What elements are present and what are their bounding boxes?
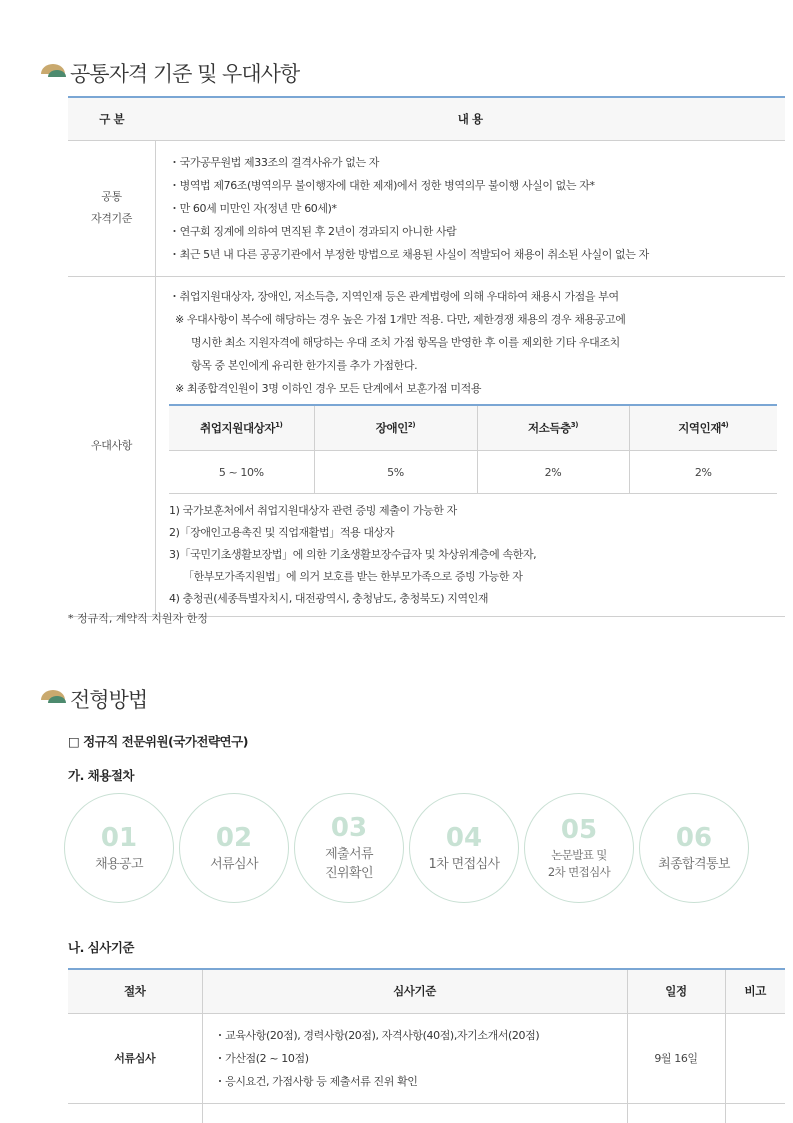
section-title-text: 전형방법 [70,688,148,712]
row-note [725,1103,785,1123]
row-category [68,276,156,617]
preference-points-table [169,404,777,495]
sub-value: 2% [629,451,777,494]
content-line: ・연구회 징계에 의하여 면직된 후 2년이 경과되지 아니한 사람 [169,224,457,238]
row-date [627,1103,725,1123]
content-line: ・취업지원대상자, 장애인, 저소득층, 지역인재 등은 관계법령에 의해 우대하여 채용시 가점을 부여 [169,289,619,303]
row-content [156,140,786,276]
step-number: 01 [100,822,138,853]
sub-header-low-income: 저소득층$^{3)}$ [477,405,629,451]
content-line: ※ 우대사항이 복수에 해당하는 경우 높은 가점 1개만 적용. 다만, 제한경쟁 채용의 경우 채용공고에 [175,312,626,326]
section-title-text: 공통자격 기준 및 우대사항 [70,62,300,86]
table-row [68,276,785,617]
step-number: 05 [560,815,598,845]
row-content [156,276,786,617]
step-label: 1차 면접심사 [428,856,500,872]
step-label: 채용공고 [95,856,143,872]
sub-value-row [169,451,777,494]
sub-value: 5% [314,451,477,494]
row-criteria [202,1013,627,1103]
header-date: 일정 [627,969,725,1013]
step-04 [409,793,519,903]
sub-header-row [169,405,777,451]
sub-header-veterans: 취업지원대상자$^{1)}$ [169,405,314,451]
header-category: 구 분 [68,97,156,140]
footnote: * 정규직, 계약직 지원자 한정 [68,612,208,625]
criteria-line: ・교육사항(20점), 경력사항(20점), 자격사항(40점),자기소개서(20점) [214,1028,540,1042]
step-02 [179,793,289,903]
row-stage: 서류심사 [68,1013,202,1103]
step-number: 02 [215,822,253,853]
category-line: 자격기준 [91,212,132,225]
section-title-qualifications [40,58,299,88]
sub-header-disabled: 장애인$^{2)}$ [314,405,477,451]
step-01 [64,793,174,903]
step-label: 서류심사 [210,856,258,872]
table-row [68,140,785,276]
step-label: 제출서류 진위확인 [325,847,373,881]
note-line: 3)「국민기초생활보장법」에 의한 기초생활보장수급자 및 차상위계층에 속한자, [169,548,537,561]
process-heading: 가. 채용절차 [68,768,134,783]
content-line: ※ 최종합격인원이 3명 이하인 경우 모든 단계에서 보훈가점 미적용 [175,381,482,395]
note-line: 2)「장애인고용촉진 및 직업재활법」적용 대상자 [169,526,395,539]
half-circle-icon [40,63,68,83]
section-title-selection-method [40,684,147,714]
step-number: 04 [445,822,483,853]
content-line: ・국가공무원법 제33조의 결격사유가 없는 자 [169,155,380,169]
row-stage [68,1103,202,1123]
half-circle-icon [40,689,68,709]
step-number: 06 [675,822,713,853]
row-category [68,140,156,276]
note-line: 「한부모가족지원법」에 의거 보호를 받는 한부모가족으로 증빙 가능한 자 [183,570,523,583]
criteria-line: ・응시요건, 가점사항 등 제출서류 진위 확인 [214,1074,418,1088]
sub-value: 5 ~ 10% [169,451,314,494]
table-row [68,1013,785,1103]
table-header-row [68,97,785,140]
process-steps [64,793,764,905]
content-line: ・만 60세 미만인 자(정년 만 60세)* [169,201,337,215]
row-note [725,1013,785,1103]
header-content: 내 용 [156,97,786,140]
step-label: 논문발표 및 2차 면접심사 [547,848,611,879]
table-header-row [68,969,785,1013]
content-line: 항목 중 본인에게 유리한 한가지를 추가 가점한다. [191,358,418,372]
content-line: ・병역법 제76조(병역의무 불이행자에 대한 제재)에서 정한 병역의무 불이행 사실이 없는 자* [169,178,595,192]
sub-value: 2% [477,451,629,494]
table-row [68,1103,785,1123]
header-stage: 절차 [68,969,202,1013]
step-number: 03 [330,813,368,843]
criteria-table [68,968,785,1123]
step-06 [639,793,749,903]
criteria-heading: 나. 심사기준 [68,940,134,955]
content-line: 명시한 최소 지원자격에 해당하는 우대 조치 가점 항목을 반영한 후 이를 제외한 기타 우대조치 [191,335,620,349]
content-line: ・최근 5년 내 다른 공공기관에서 부정한 방법으로 채용된 사실이 적발되어 채용이 취소된 사실이 없는 자 [169,247,649,261]
step-label: 최종합격통보 [658,856,730,872]
sub-header-local-talent: 지역인재$^{4)}$ [629,405,777,451]
note-line: 1) 국가보훈처에서 취업지원대상자 관련 증빙 제출이 가능한 자 [169,504,457,517]
category-line: 우대사항 [91,439,132,453]
note-line: 4) 충청권(세종특별자치시, 대전광역시, 충청남도, 충청북도) 지역인재 [169,592,489,605]
header-note: 비고 [725,969,785,1013]
criteria-line: ・가산점(2 ~ 10점) [214,1051,309,1065]
position-subtitle: □ 정규직 전문위원(국가전략연구) [68,734,248,749]
row-criteria [202,1103,627,1123]
step-05 [524,793,634,903]
category-line: 공통 [101,190,122,203]
qualification-table [68,96,785,617]
step-03 [294,793,404,903]
header-criteria: 심사기준 [202,969,627,1013]
row-date: 9월 16일 [627,1013,725,1103]
